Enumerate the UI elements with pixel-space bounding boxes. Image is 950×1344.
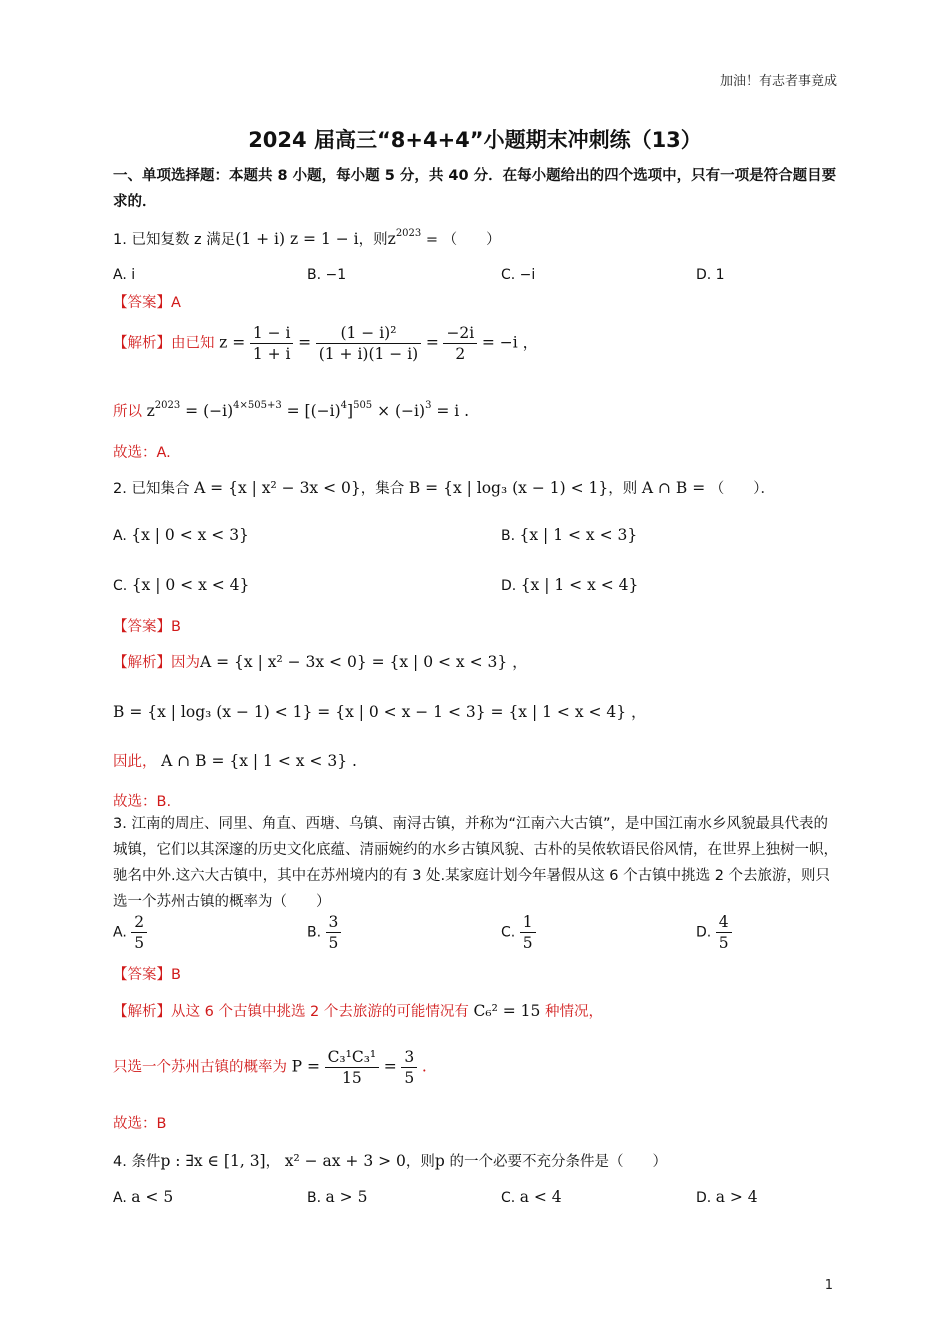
q2-intersection: A ∩ B = xyxy=(641,479,706,497)
analysis-tag: 【解析】 xyxy=(113,1004,171,1020)
q3-analysis-line1 xyxy=(113,1000,603,1021)
q3-answer xyxy=(113,963,181,984)
q1-a2-eq3: ] xyxy=(347,402,354,420)
q2-a-math: {x | 0 < x < 3} xyxy=(131,526,249,544)
q3-conclusion: 故选：B xyxy=(113,1116,167,1132)
q1-f2-num: (1 − i)² xyxy=(316,324,422,344)
q2-stem-mid2: ，则 xyxy=(608,481,638,497)
q1-f1-den: 1 + i xyxy=(252,345,291,363)
q2-option-a xyxy=(113,526,249,544)
q3-f-den: 15 xyxy=(341,1069,362,1087)
q2-set-a: A = {x | x² − 3x < 0} xyxy=(194,479,361,497)
answer-tag: 【答案】 xyxy=(113,295,171,311)
q2-analysis-l3-lead: 因此， xyxy=(113,754,157,770)
q3-d-frac xyxy=(716,913,732,952)
q3-option-a xyxy=(113,913,147,952)
q1-stem-z xyxy=(388,230,422,248)
q1-option-b: B. −1 xyxy=(307,267,347,283)
q1-f3-num: −2i xyxy=(443,324,477,344)
q1-a2-zsup: 2023 xyxy=(154,400,181,411)
q1-conclusion: 故选：A. xyxy=(113,445,171,461)
q1-a2-sup3: 505 xyxy=(353,400,373,411)
q1-stem-math: (1 + i) z = 1 − i xyxy=(235,230,359,248)
page-number: 1 xyxy=(824,1278,833,1293)
q1-stem-end: = （ ） xyxy=(421,232,501,248)
answer-tag: 【答案】 xyxy=(113,967,171,983)
q3-c-den: 5 xyxy=(522,934,533,952)
q1-answer xyxy=(113,291,181,312)
q3-option-c xyxy=(501,913,536,952)
q3-analysis-frac-1 xyxy=(325,1048,380,1087)
q2-c-letter: C. xyxy=(113,578,128,594)
q3-c-frac xyxy=(520,913,536,952)
q4-stem-math1: p : ∃x ∈ [1, 3] xyxy=(160,1152,266,1170)
q2-stem-prefix: 2. 已知集合 xyxy=(113,481,190,497)
q1-z-base: z xyxy=(387,230,396,248)
q4-stem-comma: ， xyxy=(265,1154,281,1170)
q2-analysis-line1 xyxy=(113,650,528,672)
q1-a2-eq5: = i . xyxy=(431,402,470,420)
q1-z-sup: 2023 xyxy=(395,228,422,239)
q2-b-math: {x | 1 < x < 3} xyxy=(519,526,638,544)
q1-fraction-2 xyxy=(316,324,422,363)
q4-d-math: a > 4 xyxy=(715,1188,758,1206)
q2-option-d xyxy=(501,576,638,594)
q1-f3-den: 2 xyxy=(455,345,466,363)
q1-analysis2-lead: 所以 xyxy=(113,404,142,420)
q4-stem xyxy=(113,1150,667,1171)
q4-a-math: a < 5 xyxy=(131,1188,174,1206)
q3-d-den: 5 xyxy=(718,934,729,952)
q4-stem-p: p xyxy=(434,1152,445,1170)
q1-analysis-line2 xyxy=(113,400,469,421)
q3-f2-den: 5 xyxy=(404,1069,415,1087)
q3-c-letter: C. xyxy=(501,924,516,941)
q2-set-b: B = {x | log₃ (x − 1) < 1} xyxy=(408,479,609,497)
page-title: 2024 届高三“8+4+4”小题期末冲刺练（13） xyxy=(248,128,702,152)
q2-stem-end: （ ）． xyxy=(709,481,776,497)
q1-option-a: A. i xyxy=(113,267,136,283)
q3-f2-num: 3 xyxy=(401,1048,417,1068)
q1-option-c: C. −i xyxy=(501,267,536,283)
q3-analysis-l1-text: 从这 6 个古镇中挑选 2 个去旅游的可能情况有 xyxy=(171,1004,469,1020)
q4-stem-mid: ，则 xyxy=(405,1154,435,1170)
q3-a-den: 5 xyxy=(134,934,145,952)
q3-option-b xyxy=(307,913,341,952)
q3-analysis-l2-text: 只选一个苏州古镇的概率为 xyxy=(113,1059,287,1076)
q4-option-b xyxy=(307,1188,367,1206)
q2-stem-mid: ，集合 xyxy=(360,481,405,497)
q1-analysis-line1: 【解析】由已知 z = $\frac{1 - i}{1 + i}$ = $\frac{\text{(1 − i)²}}{(1 + i)(1 - i)}$ = $\frac{-2i}{2}$ = −i ， xyxy=(113,324,539,363)
q1-analysis-end: = −i ， xyxy=(481,333,539,352)
q3-analysis-line2: 只选一个苏州古镇的概率为 P = $\frac{\text{C₃¹C₃¹}}{15}$ = $\frac{3}{5}$ . xyxy=(113,1048,427,1087)
q2-c-math: {x | 0 < x < 4} xyxy=(131,576,250,594)
q2-analysis-line2 xyxy=(113,700,647,722)
q4-stem-prefix: 4. 条件 xyxy=(113,1154,161,1170)
q3-f-num: C₃¹C₃¹ xyxy=(325,1048,380,1068)
q2-analysis-line3 xyxy=(113,750,357,771)
q2-answer-value: B xyxy=(171,619,181,635)
q1-fraction-1 xyxy=(250,324,294,363)
analysis-tag: 【解析】 xyxy=(113,655,171,671)
analysis-tag: 【解析】 xyxy=(113,335,171,352)
q2-option-c xyxy=(113,576,249,594)
q1-a2-eq4: × (−i) xyxy=(372,402,426,420)
q4-d-letter: D. xyxy=(696,1190,712,1206)
q2-conclusion: 故选：B. xyxy=(113,794,172,810)
q4-b-math: a > 5 xyxy=(325,1188,368,1206)
q2-b-letter: B. xyxy=(501,528,516,544)
q4-option-d xyxy=(696,1188,758,1206)
q3-c-num: 1 xyxy=(520,913,536,933)
q1-fraction-3 xyxy=(443,324,477,363)
q1-stem-mid: ，则 xyxy=(358,232,388,248)
q2-d-math: {x | 1 < x < 4} xyxy=(520,576,639,594)
q3-answer-value: B xyxy=(171,967,181,983)
q4-c-letter: C. xyxy=(501,1190,516,1206)
q4-option-c xyxy=(501,1188,562,1206)
q3-b-num: 3 xyxy=(326,913,342,933)
q4-option-a xyxy=(113,1188,173,1206)
header-motto: 加油！有志者事竟成 xyxy=(719,74,837,89)
q3-analysis-l1-math: C₆² = 15 xyxy=(473,1002,541,1020)
q1-analysis2-math xyxy=(147,402,469,420)
q3-b-frac xyxy=(326,913,342,952)
q1-a2-sup2: 4 xyxy=(340,400,348,411)
q4-b-letter: B. xyxy=(307,1190,322,1206)
q4-stem-end: 的一个必要不充分条件是（ ） xyxy=(449,1154,667,1170)
q1-analysis-lead: 由已知 xyxy=(171,335,215,352)
q1-a2-z: z xyxy=(146,402,155,420)
q2-d-letter: D. xyxy=(501,578,517,594)
q1-option-d: D. 1 xyxy=(696,267,725,283)
q2-analysis-l2: B = {x | log₃ (x − 1) < 1} = {x | 0 < x − 1 < 3} = {x | 1 < x < 4} ， xyxy=(113,703,647,721)
section-heading: 一、单项选择题：本题共 8 小题，每小题 5 分，共 40 分．在每小题给出的四个选项中，只有一项是符合题目要求的． xyxy=(113,168,837,210)
q4-c-math: a < 4 xyxy=(519,1188,562,1206)
q3-d-letter: D. xyxy=(696,924,712,941)
q4-a-letter: A. xyxy=(113,1190,127,1206)
q3-d-num: 4 xyxy=(716,913,732,933)
q3-analysis-p: P = xyxy=(291,1057,320,1076)
q3-analysis-l2-end: . xyxy=(421,1057,427,1076)
q2-analysis-lead: 因为 xyxy=(171,655,200,671)
q1-a2-sup1: 4×505+3 xyxy=(233,400,282,411)
answer-tag: 【答案】 xyxy=(113,619,171,635)
q3-b-letter: B. xyxy=(307,924,322,941)
q1-a2-eq2: = [(−i) xyxy=(281,402,341,420)
q2-answer xyxy=(113,615,181,636)
q3-option-d xyxy=(696,913,732,952)
q3-a-letter: A. xyxy=(113,924,127,941)
q3-stem: 3. 江南的周庄、同里、角直、西塘、乌镇、南浔古镇，并称为“江南六大古镇”，是中国江南水乡风貌最具代表的城镇，它们以其深邃的历史文化底蕴、清丽婉约的水乡古镇风貌、古朴的吴侬软语民俗风情，在世界上独树一帜，驰名中外.这六大古镇中，其中在苏州境内的有 3 处.某家庭计划今年暑假从这 6 个古镇中挑选 2 个去旅游，则只选一个苏州古镇的概率为（ ） xyxy=(113,816,838,910)
q1-f2-den: (1 + i)(1 − i) xyxy=(318,345,419,363)
q1-a2-eq1: = (−i) xyxy=(180,402,234,420)
q1-a2-sup4: 3 xyxy=(425,400,432,411)
q2-stem xyxy=(113,477,775,498)
q2-analysis-l3: A ∩ B = {x | 1 < x < 3} . xyxy=(161,752,357,770)
q1-f1-num: 1 − i xyxy=(250,324,294,344)
q3-a-num: 2 xyxy=(131,913,147,933)
q1-analysis-z: z = xyxy=(219,333,246,352)
q1-answer-value: A xyxy=(171,295,181,311)
q3-analysis-frac-2 xyxy=(401,1048,417,1087)
q2-analysis-l1: A = {x | x² − 3x < 0} = {x | 0 < x < 3} ， xyxy=(200,653,528,671)
q2-option-b xyxy=(501,526,637,544)
q4-stem-math2: x² − ax + 3 > 0 xyxy=(284,1152,406,1170)
q1-stem xyxy=(113,228,501,249)
q3-b-den: 5 xyxy=(328,934,339,952)
q3-analysis-l1-end: 种情况， xyxy=(544,1004,603,1020)
q3-a-frac xyxy=(131,913,147,952)
q1-stem-prefix: 1. 已知复数 z 满足 xyxy=(113,232,236,248)
q2-a-letter: A. xyxy=(113,528,127,544)
